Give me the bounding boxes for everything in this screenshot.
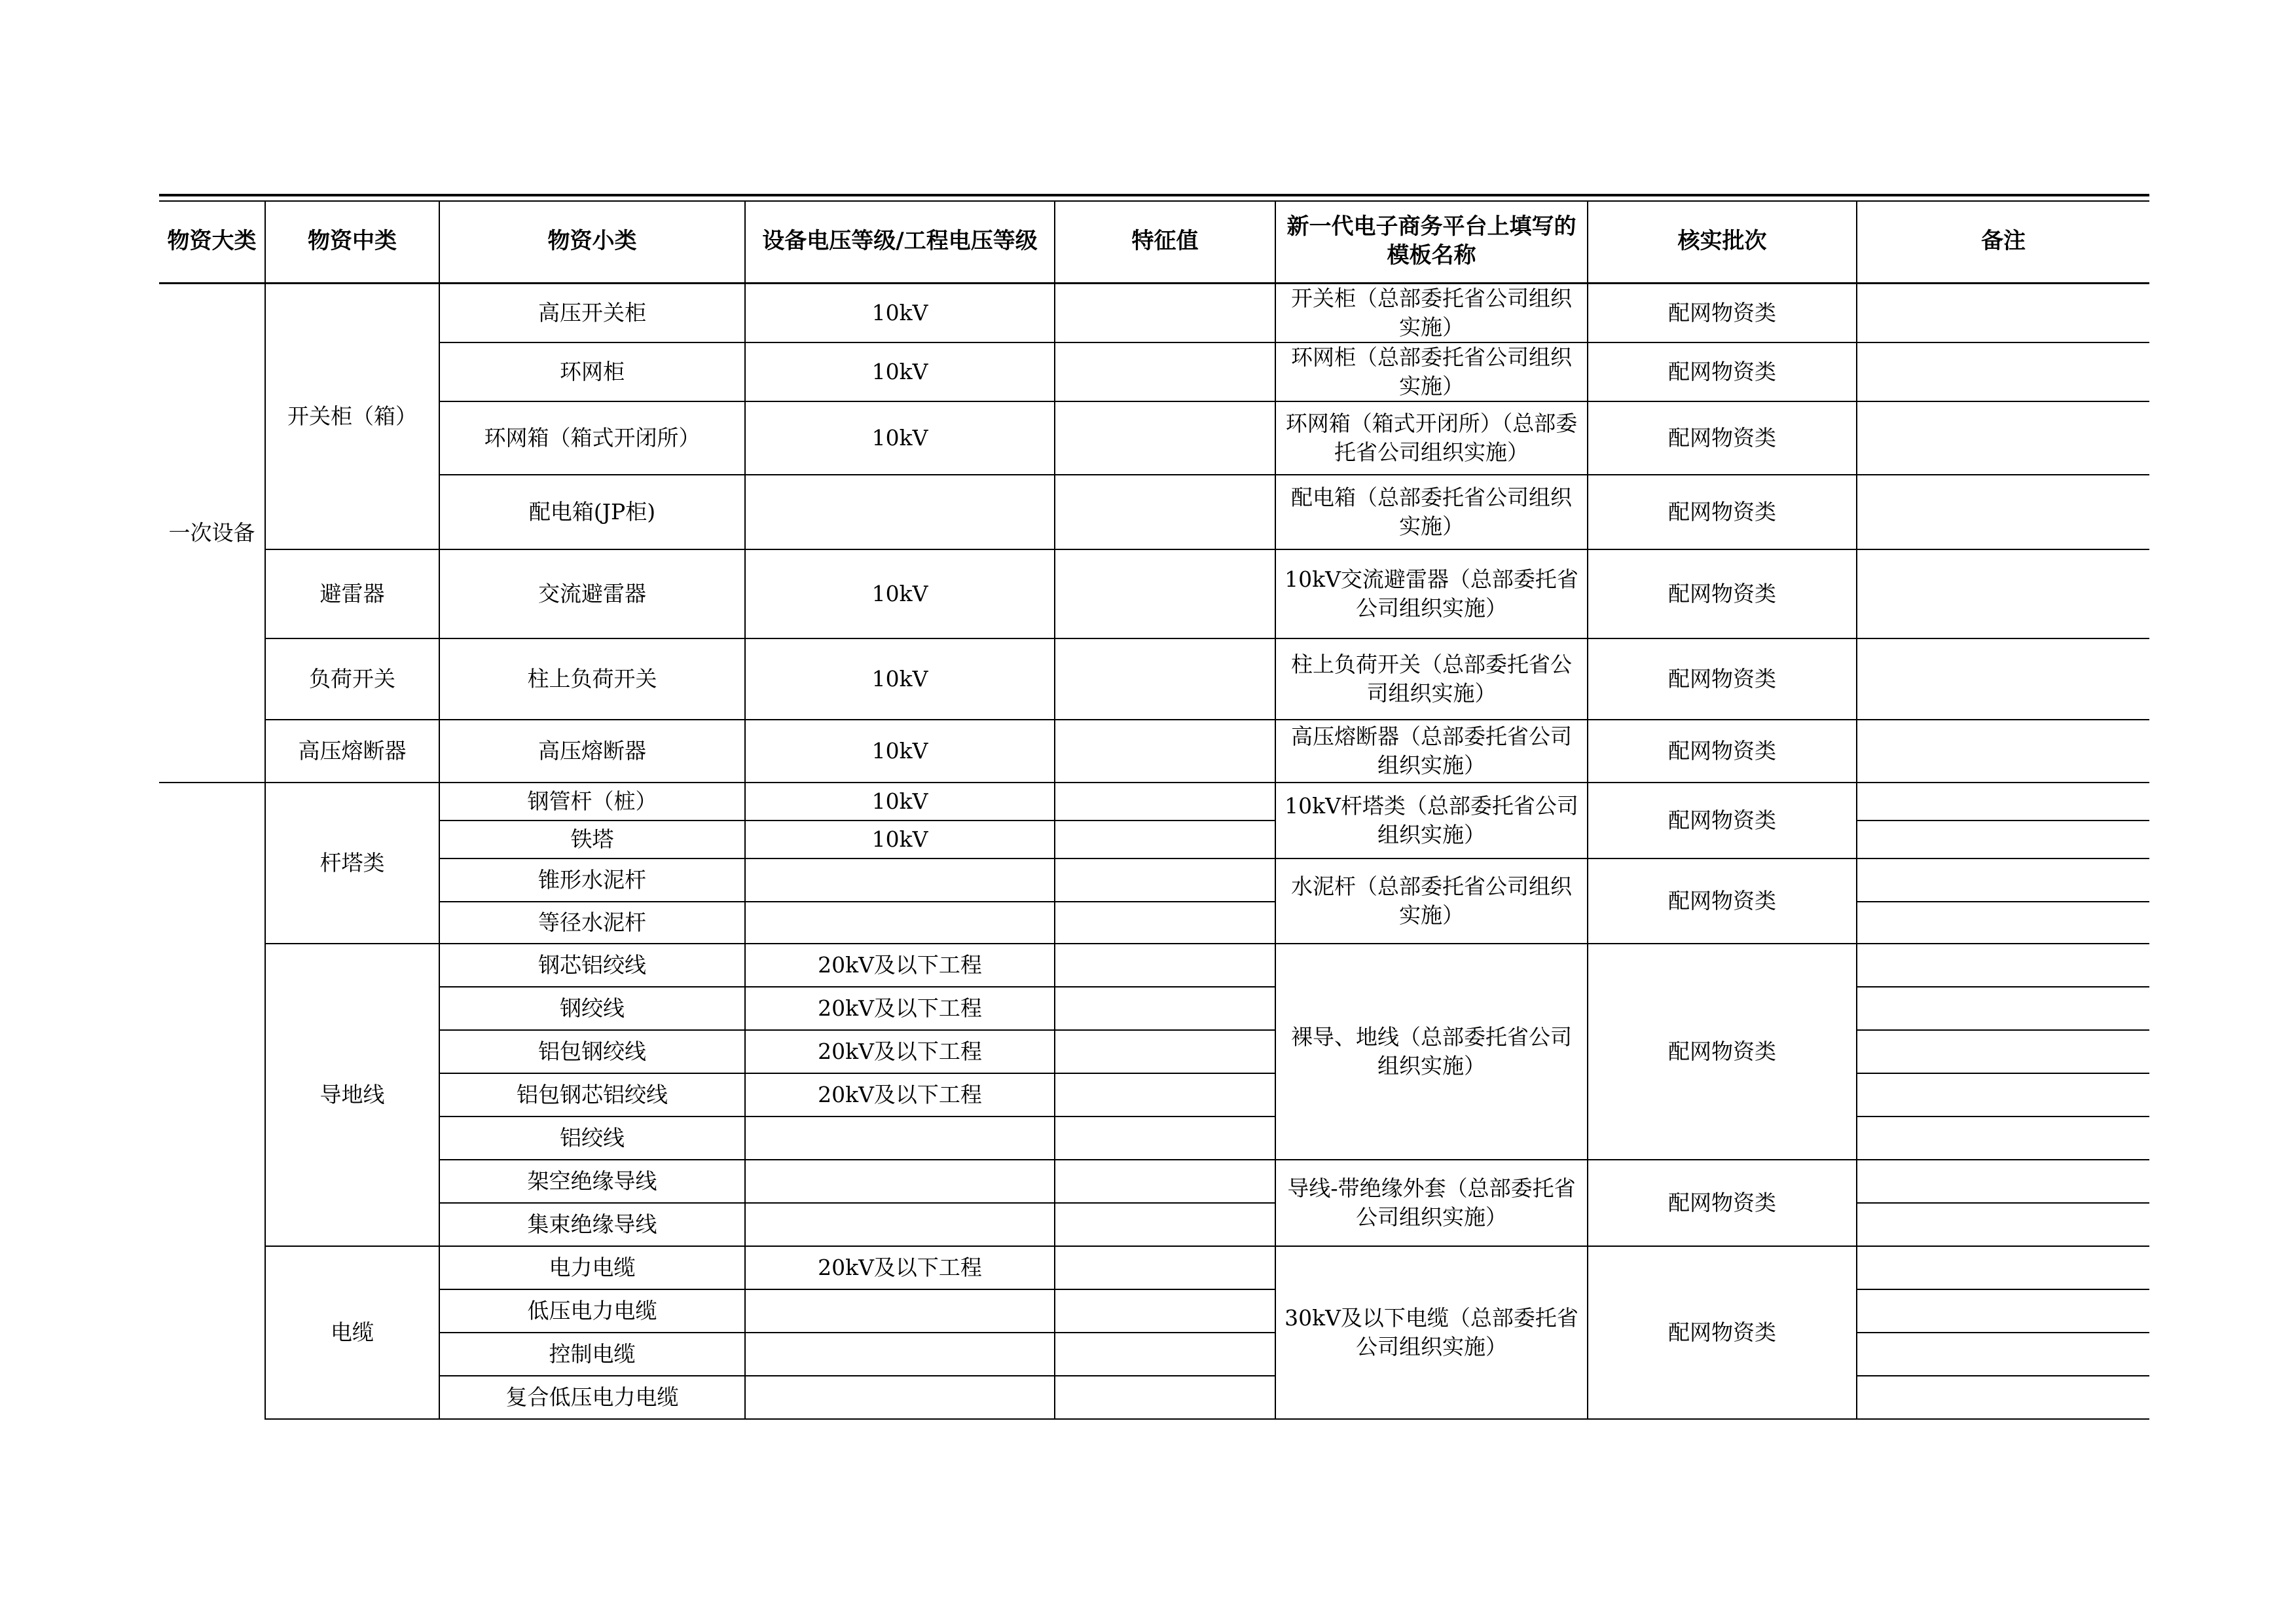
remarks-cell [1857, 283, 2149, 342]
header-row [159, 200, 2149, 283]
batch-cell: 配网物资类 [1588, 1160, 1857, 1246]
mid-category-cell: 杆塔类 [265, 783, 439, 944]
sub-category-cell: 钢绞线 [439, 987, 745, 1030]
voltage-cell [745, 902, 1055, 944]
template-cell: 30kV及以下电缆（总部委托省公司组织实施） [1275, 1246, 1588, 1419]
remarks-cell [1857, 1160, 2149, 1203]
voltage-cell: 20kV及以下工程 [745, 1246, 1055, 1289]
sub-category-cell: 环网柜 [439, 342, 745, 401]
table-row [159, 1160, 2149, 1203]
materials-table [159, 200, 2149, 1420]
sub-category-cell: 铝包钢芯铝绞线 [439, 1073, 745, 1116]
voltage-cell: 10kV [745, 638, 1055, 720]
voltage-cell: 10kV [745, 549, 1055, 638]
mid-category-cell: 负荷开关 [265, 638, 439, 720]
feature-cell [1055, 902, 1275, 944]
feature-cell [1055, 342, 1275, 401]
table-row [159, 342, 2149, 401]
voltage-cell [745, 1160, 1055, 1203]
sub-category-cell: 等径水泥杆 [439, 902, 745, 944]
template-cell: 柱上负荷开关（总部委托省公司组织实施） [1275, 638, 1588, 720]
feature-cell [1055, 821, 1275, 858]
voltage-cell [745, 1116, 1055, 1160]
header-template-name: 新一代电子商务平台上填写的模板名称 [1275, 200, 1588, 283]
batch-cell: 配网物资类 [1588, 401, 1857, 475]
feature-cell [1055, 283, 1275, 342]
remarks-cell [1857, 1073, 2149, 1116]
sub-category-cell: 控制电缆 [439, 1333, 745, 1376]
voltage-cell [745, 1376, 1055, 1419]
mid-category-cell: 避雷器 [265, 549, 439, 638]
header-remarks: 备注 [1857, 200, 2149, 283]
voltage-cell: 10kV [745, 283, 1055, 342]
batch-cell: 配网物资类 [1588, 283, 1857, 342]
sub-category-cell: 锥形水泥杆 [439, 858, 745, 902]
batch-cell: 配网物资类 [1588, 944, 1857, 1160]
feature-cell [1055, 858, 1275, 902]
voltage-cell: 20kV及以下工程 [745, 1030, 1055, 1073]
sub-category-cell: 交流避雷器 [439, 549, 745, 638]
voltage-cell [745, 475, 1055, 549]
batch-cell: 配网物资类 [1588, 342, 1857, 401]
feature-cell [1055, 1289, 1275, 1333]
batch-cell: 配网物资类 [1588, 638, 1857, 720]
voltage-cell: 10kV [745, 720, 1055, 783]
remarks-cell [1857, 902, 2149, 944]
feature-cell [1055, 1333, 1275, 1376]
mid-category-cell: 导地线 [265, 944, 439, 1246]
header-sub-category: 物资小类 [439, 200, 745, 283]
remarks-cell [1857, 638, 2149, 720]
batch-cell: 配网物资类 [1588, 783, 1857, 858]
voltage-cell: 20kV及以下工程 [745, 944, 1055, 987]
table-row [159, 638, 2149, 720]
major-category-cell-empty [159, 783, 265, 1419]
remarks-cell [1857, 1333, 2149, 1376]
voltage-cell: 20kV及以下工程 [745, 987, 1055, 1030]
remarks-cell [1857, 1203, 2149, 1246]
remarks-cell [1857, 342, 2149, 401]
sub-category-cell: 铝包钢绞线 [439, 1030, 745, 1073]
header-feature-value: 特征值 [1055, 200, 1275, 283]
voltage-cell [745, 1203, 1055, 1246]
template-cell: 配电箱（总部委托省公司组织实施） [1275, 475, 1588, 549]
template-cell: 开关柜（总部委托省公司组织实施） [1275, 283, 1588, 342]
voltage-cell: 10kV [745, 821, 1055, 858]
sub-category-cell: 低压电力电缆 [439, 1289, 745, 1333]
remarks-cell [1857, 987, 2149, 1030]
feature-cell [1055, 720, 1275, 783]
table-row [159, 944, 2149, 987]
remarks-cell [1857, 944, 2149, 987]
remarks-cell [1857, 720, 2149, 783]
sub-category-cell: 架空绝缘导线 [439, 1160, 745, 1203]
mid-category-cell: 开关柜（箱） [265, 283, 439, 549]
sub-category-cell: 环网箱（箱式开闭所） [439, 401, 745, 475]
remarks-cell [1857, 783, 2149, 821]
voltage-cell [745, 1289, 1055, 1333]
mid-category-cell: 高压熔断器 [265, 720, 439, 783]
table-row [159, 475, 2149, 549]
sub-category-cell: 复合低压电力电缆 [439, 1376, 745, 1419]
remarks-cell [1857, 1376, 2149, 1419]
batch-cell: 配网物资类 [1588, 549, 1857, 638]
table-row [159, 549, 2149, 638]
template-cell: 高压熔断器（总部委托省公司组织实施） [1275, 720, 1588, 783]
remarks-cell [1857, 1289, 2149, 1333]
feature-cell [1055, 1160, 1275, 1203]
header-major-category: 物资大类 [159, 200, 265, 283]
sub-category-cell: 钢芯铝绞线 [439, 944, 745, 987]
sub-category-cell: 配电箱(JP柜) [439, 475, 745, 549]
template-cell: 环网箱（箱式开闭所）（总部委托省公司组织实施） [1275, 401, 1588, 475]
template-cell: 10kV杆塔类（总部委托省公司组织实施） [1275, 783, 1588, 858]
batch-cell: 配网物资类 [1588, 858, 1857, 944]
template-cell: 环网柜（总部委托省公司组织实施） [1275, 342, 1588, 401]
sub-category-cell: 高压开关柜 [439, 283, 745, 342]
header-mid-category: 物资中类 [265, 200, 439, 283]
batch-cell: 配网物资类 [1588, 1246, 1857, 1419]
feature-cell [1055, 1116, 1275, 1160]
header-verify-batch: 核实批次 [1588, 200, 1857, 283]
voltage-cell: 10kV [745, 342, 1055, 401]
voltage-cell [745, 1333, 1055, 1376]
voltage-cell [745, 858, 1055, 902]
template-cell: 水泥杆（总部委托省公司组织实施） [1275, 858, 1588, 944]
sub-category-cell: 铝绞线 [439, 1116, 745, 1160]
template-cell: 导线-带绝缘外套（总部委托省公司组织实施） [1275, 1160, 1588, 1246]
sub-category-cell: 电力电缆 [439, 1246, 745, 1289]
feature-cell [1055, 987, 1275, 1030]
feature-cell [1055, 1376, 1275, 1419]
feature-cell [1055, 1246, 1275, 1289]
voltage-cell: 10kV [745, 783, 1055, 821]
voltage-cell: 20kV及以下工程 [745, 1073, 1055, 1116]
mid-category-cell: 电缆 [265, 1246, 439, 1419]
table-row [159, 401, 2149, 475]
remarks-cell [1857, 858, 2149, 902]
sub-category-cell: 铁塔 [439, 821, 745, 858]
sub-category-cell: 集束绝缘导线 [439, 1203, 745, 1246]
sub-category-cell: 高压熔断器 [439, 720, 745, 783]
voltage-cell: 10kV [745, 401, 1055, 475]
remarks-cell [1857, 401, 2149, 475]
remarks-cell [1857, 1116, 2149, 1160]
feature-cell [1055, 944, 1275, 987]
remarks-cell [1857, 1246, 2149, 1289]
feature-cell [1055, 549, 1275, 638]
feature-cell [1055, 1073, 1275, 1116]
table-row [159, 720, 2149, 783]
header-voltage-level: 设备电压等级/工程电压等级 [745, 200, 1055, 283]
feature-cell [1055, 401, 1275, 475]
feature-cell [1055, 475, 1275, 549]
template-cell: 裸导、地线（总部委托省公司组织实施） [1275, 944, 1588, 1160]
table-row [159, 858, 2149, 902]
major-category-cell: 一次设备 [159, 283, 265, 783]
remarks-cell [1857, 475, 2149, 549]
batch-cell: 配网物资类 [1588, 720, 1857, 783]
feature-cell [1055, 1203, 1275, 1246]
feature-cell [1055, 783, 1275, 821]
remarks-cell [1857, 821, 2149, 858]
sub-category-cell: 柱上负荷开关 [439, 638, 745, 720]
remarks-cell [1857, 549, 2149, 638]
remarks-cell [1857, 1030, 2149, 1073]
sub-category-cell: 钢管杆（桩） [439, 783, 745, 821]
table-row [159, 783, 2149, 821]
table-row [159, 1246, 2149, 1289]
table-row [159, 283, 2149, 342]
template-cell: 10kV交流避雷器（总部委托省公司组织实施） [1275, 549, 1588, 638]
feature-cell [1055, 638, 1275, 720]
feature-cell [1055, 1030, 1275, 1073]
batch-cell: 配网物资类 [1588, 475, 1857, 549]
